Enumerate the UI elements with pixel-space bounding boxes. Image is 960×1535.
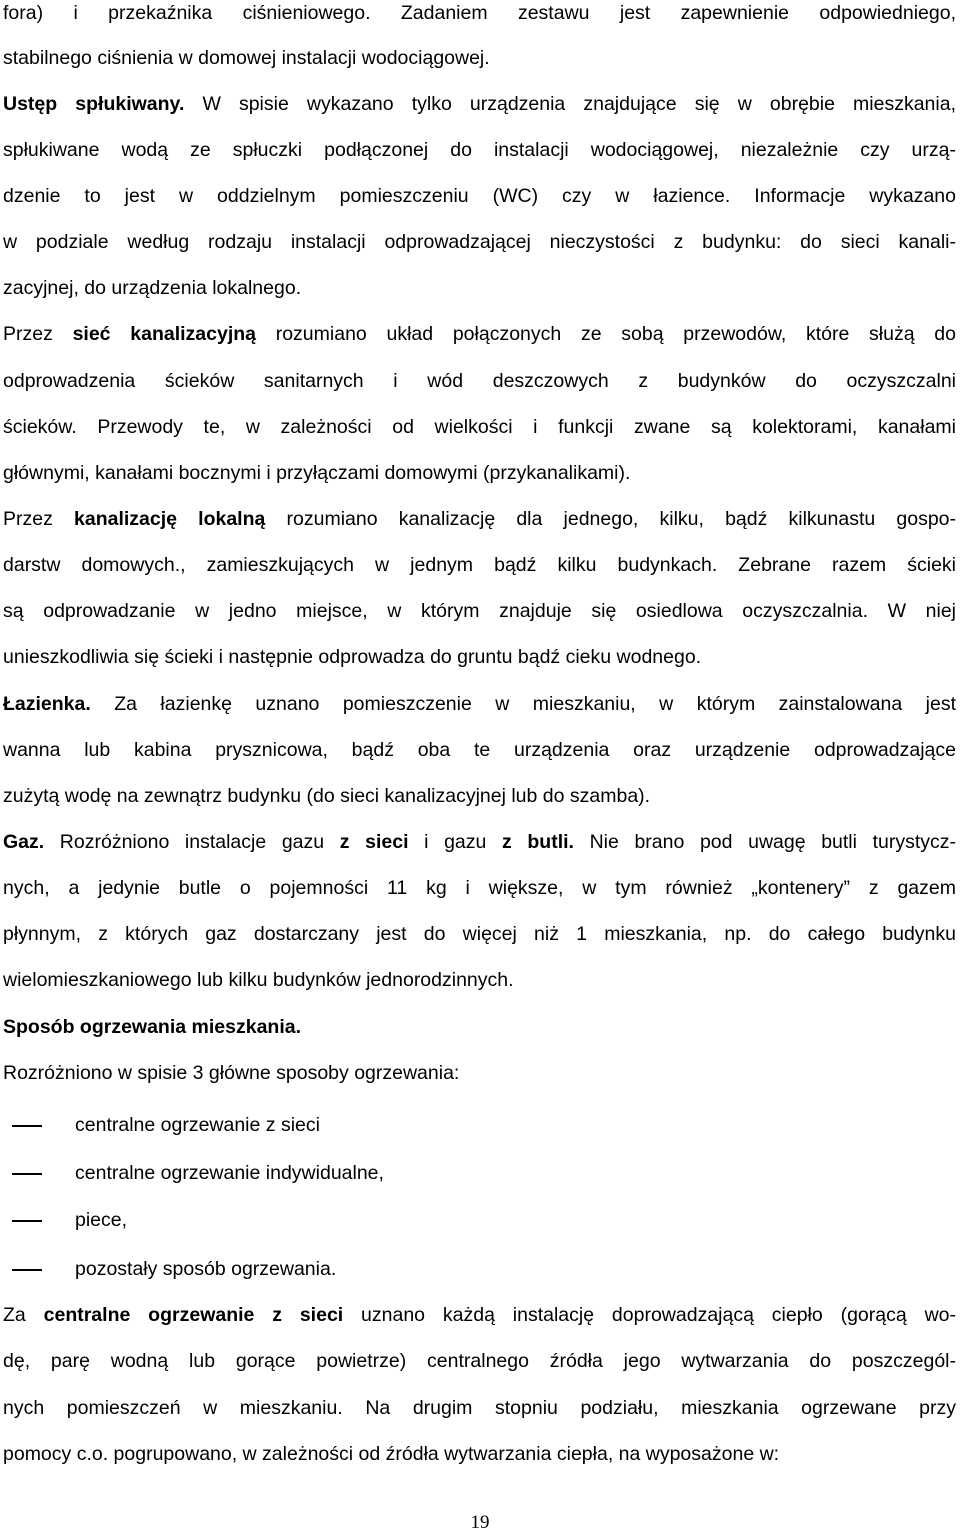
list-item: piece, (75, 1209, 128, 1231)
text-line: odprowadzenia ścieków sanitarnych i wód deszczowych z budynków do oczyszczalni (3, 370, 956, 392)
list-item: centralne ogrzewanie indywidualne, (75, 1162, 384, 1184)
text-line: głównymi, kanałami bocznymi i przyłączami domowymi (przykanalikami). (3, 462, 631, 484)
text-line: wielomieszkaniowego lub kilku budynków jednorodzinnych. (3, 969, 514, 991)
term-sewer-network: sieć kanalizacyjną (72, 323, 256, 345)
text-line: w podziale według rodzaju instalacji odprowadzającej nieczystości z budynku: do sieci kanali- (3, 231, 956, 253)
text-line: nych pomieszczeń w mieszkaniu. Na drugim stopniu podziału, mieszkania ogrzewane przy (3, 1397, 956, 1419)
section-heading-gas: Gaz. (3, 831, 45, 853)
term-network-gas: z sieci (339, 831, 409, 853)
text-line: zużytą wodę na zewnątrz budynku (do sieci kanalizacyjnej lub do szamba). (3, 785, 651, 807)
text-line: dę, parę wodną lub gorące powietrze) centralnego źródła jego wytwarzania do poszczegól- (3, 1350, 956, 1372)
text-line: Przez sieć kanalizacyjną rozumiano układ połączonych ze sobą przewodów, które służą do (3, 323, 956, 345)
text-line: dzenie to jest w oddzielnym pomieszczeniu (WC) czy w łazience. Informacje wykazano (3, 185, 957, 207)
text-line: unieszkodliwia się ścieki i następnie odprowadza do gruntu bądź cieku wodnego. (3, 646, 702, 668)
text-line: Przez kanalizację lokalną rozumiano kanalizację dla jednego, kilku, bądź kilkunastu gospo- (3, 508, 957, 530)
text-line: spłukiwane wodą ze spłuczki podłączonej do instalacji wodociągowej, niezależnie czy urzą- (3, 139, 956, 161)
list-item: centralne ogrzewanie z sieci (75, 1114, 320, 1136)
dash-bullet-icon (12, 1269, 42, 1271)
term-central-heating-network: centralne ogrzewanie z sieci (43, 1304, 344, 1326)
text-line: pomocy c.o. pogrupowano, w zależności od źródła wytwarzania ciepła, na wyposażone w: (3, 1443, 780, 1465)
text-line: darstw domowych., zamieszkujących w jednym bądź kilku budynkach. Zebrane razem ścieki (3, 554, 956, 576)
section-heading-toilet: Ustęp spłukiwany. (3, 93, 185, 115)
text-line: są odprowadzanie w jedno miejsce, w którym znajduje się osiedlowa oczyszczalnia. W niej (3, 600, 956, 622)
section-heading-heating: Sposób ogrzewania mieszkania. (3, 1016, 302, 1038)
text-line: płynnym, z których gaz dostarczany jest do więcej niż 1 mieszkania, np. do całego budynku (3, 923, 956, 945)
text-line: wanna lub kabina prysznicowa, bądź oba te urządzenia oraz urządzenie odprowadzające (3, 739, 956, 761)
text-line: nych, a jedynie butle o pojemności 11 kg i większe, w tym również „kontenery” z gazem (3, 877, 956, 899)
text-line: stabilnego ciśnienia w domowej instalacji wodociągowej. (3, 47, 490, 69)
text-line: Rozróżniono w spisie 3 główne sposoby ogrzewania: (3, 1062, 460, 1084)
term-local-sewage: kanalizację lokalną (74, 508, 266, 530)
dash-bullet-icon (12, 1220, 42, 1222)
text-line: ścieków. Przewody te, w zależności od wielkości i funkcji zwane są kolektorami, kanałami (3, 416, 956, 438)
text-line: Gaz. Rozróżniono instalacje gazu z sieci i gazu z butli. Nie brano pod uwagę butli turystycz- (3, 831, 957, 853)
text-line: fora) i przekaźnika ciśnieniowego. Zadaniem zestawu jest zapewnienie odpowiedniego, (3, 2, 956, 24)
section-heading-bathroom: Łazienka. (3, 693, 91, 715)
text-line: zacyjnej, do urządzenia lokalnego. (3, 277, 302, 299)
term-bottled-gas: z butli. (502, 831, 574, 853)
text-line: Za centralne ogrzewanie z sieci uznano każdą instalację doprowadzającą ciepło (gorącą wo- (3, 1304, 956, 1326)
dash-bullet-icon (12, 1173, 42, 1175)
page-number: 19 (470, 1512, 490, 1533)
text-line: Ustęp spłukiwany. W spisie wykazano tylko urządzenia znajdujące się w obrębie mieszkania, (3, 93, 956, 115)
list-item: pozostały sposób ogrzewania. (75, 1258, 337, 1280)
text-line: Łazienka. Za łazienkę uznano pomieszczenie w mieszkaniu, w którym zainstalowana jest (3, 693, 956, 715)
dash-bullet-icon (12, 1125, 42, 1127)
